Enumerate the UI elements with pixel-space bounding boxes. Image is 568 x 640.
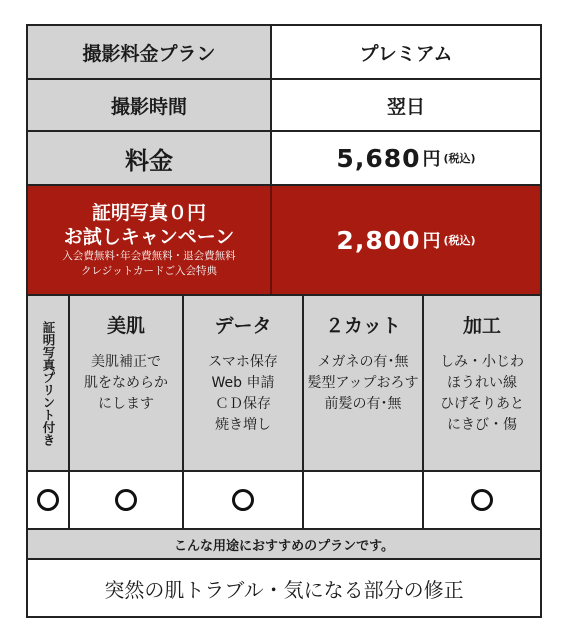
two-cut-mark-cell	[304, 472, 424, 528]
feature-two-cut	[304, 296, 424, 470]
retouch-mark-cell	[424, 472, 540, 528]
side-label-cell	[28, 296, 70, 470]
feature-title: 加工	[462, 314, 501, 337]
feature-body: しみ・小じわ ほうれい線 ひげそりあと にきび・傷	[440, 354, 524, 433]
plan-row	[28, 26, 540, 78]
price-tax: (税込)	[443, 152, 476, 165]
time-label: 撮影時間	[28, 80, 272, 130]
recommend-heading: こんな用途におすすめのプランです。	[173, 538, 395, 554]
plan-table	[26, 24, 542, 618]
feature-title: データ	[214, 314, 272, 337]
side-label: 証明写真プリント付き	[41, 320, 56, 446]
included-mark	[471, 489, 493, 511]
campaign-line-1: 証明写真０円	[91, 202, 206, 224]
price-value	[272, 132, 540, 184]
price-amount: 5,680	[336, 143, 421, 173]
included-mark	[37, 489, 59, 511]
feature-body: メガネの有･無 髪型アップおろす 前髪の有･無	[307, 354, 419, 412]
feature-title: 美肌	[106, 314, 145, 337]
data-mark-cell	[184, 472, 304, 528]
time-row	[28, 78, 540, 130]
features-row	[28, 294, 540, 470]
price-label: 料金	[28, 132, 272, 184]
price-row	[28, 130, 540, 184]
campaign-description	[28, 186, 272, 294]
marks-row	[28, 470, 540, 528]
plan-label: 撮影料金プラン	[28, 26, 272, 78]
recommend-heading-row	[28, 528, 540, 558]
skin-mark-cell	[70, 472, 184, 528]
recommend-text-row	[28, 558, 540, 616]
price-yen: 円	[422, 149, 441, 170]
feature-body: スマホ保存 Web 申請 ＣＤ保存 焼き増し	[208, 354, 278, 433]
campaign-line-2: お試しキャンペーン	[63, 226, 235, 248]
campaign-line-3: 入会費無料･年会費無料・退会費無料	[62, 250, 236, 262]
plan-value: プレミアム	[359, 42, 453, 65]
feature-data	[184, 296, 304, 470]
included-mark	[115, 489, 137, 511]
feature-title: ２カット	[325, 314, 401, 337]
side-mark-cell	[28, 472, 70, 528]
recommend-text: 突然の肌トラブル・気になる部分の修正	[104, 577, 464, 602]
campaign-row	[28, 184, 540, 294]
campaign-line-4: クレジットカードご入会特典	[81, 265, 217, 277]
time-value: 翌日	[386, 95, 425, 118]
included-mark	[232, 489, 254, 511]
feature-body: 美肌補正で 肌をなめらか にします	[84, 354, 168, 412]
feature-skin	[70, 296, 184, 470]
campaign-yen: 円	[422, 231, 441, 252]
campaign-amount: 2,800	[336, 225, 421, 255]
feature-retouch	[424, 296, 540, 470]
campaign-price	[272, 186, 540, 294]
campaign-tax: (税込)	[443, 234, 476, 247]
